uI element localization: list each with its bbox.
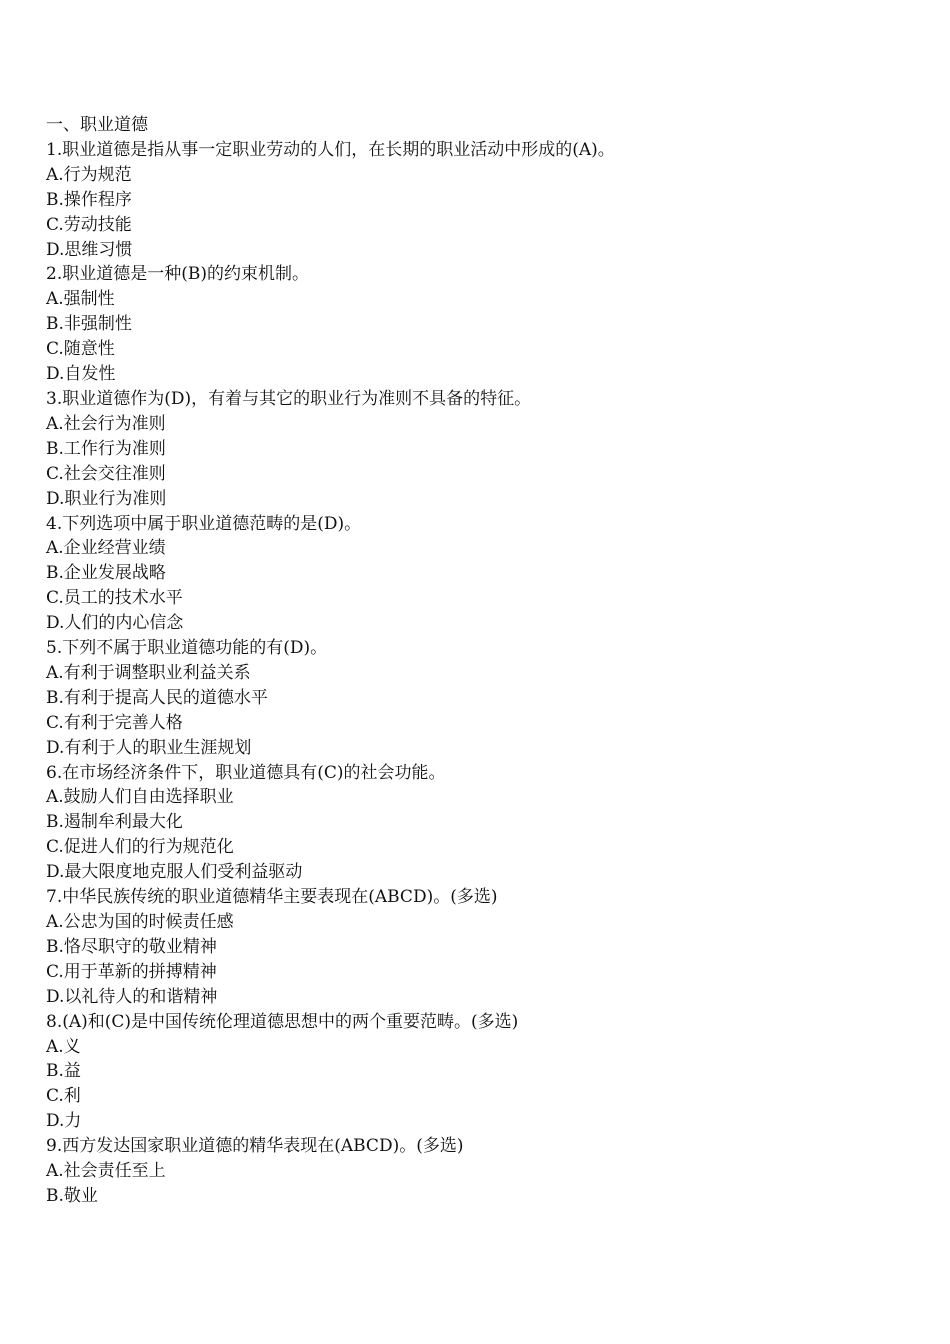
option-d: D.自发性	[46, 364, 116, 385]
question-stem: 7.中华民族传统的职业道德精华主要表现在(ABCD)。(多选)	[46, 887, 498, 908]
question-7	[46, 885, 906, 1010]
option-c: C.员工的技术水平	[46, 588, 183, 609]
question-stem: 6.在市场经济条件下，职业道德具有(C)的社会功能。	[46, 762, 446, 783]
question-6	[46, 761, 906, 886]
option-c: C.利	[46, 1086, 81, 1107]
option-a: A.企业经营业绩	[46, 538, 166, 559]
question-5	[46, 636, 906, 761]
question-9	[46, 1134, 906, 1209]
option-d: D.思维习惯	[46, 239, 133, 260]
option-b: B.企业发展战略	[46, 563, 166, 584]
question-3	[46, 387, 906, 512]
question-4	[46, 512, 906, 637]
option-a: A.社会责任至上	[46, 1161, 166, 1182]
option-b: B.敬业	[46, 1185, 98, 1206]
option-c: C.用于革新的拼搏精神	[46, 961, 217, 982]
option-a: A.行为规范	[46, 164, 132, 185]
option-a: A.义	[46, 1036, 81, 1057]
question-1	[46, 138, 906, 263]
option-d: D.最大限度地克服人们受利益驱动	[46, 862, 303, 883]
question-stem: 5.下列不属于职业道德功能的有(D)。	[46, 638, 328, 659]
question-stem: 9.西方发达国家职业道德的精华表现在(ABCD)。(多选)	[46, 1136, 464, 1157]
option-a: A.社会行为准则	[46, 413, 166, 434]
option-a: A.有利于调整职业利益关系	[46, 662, 251, 683]
question-stem: 2.职业道德是一种(B)的约束机制。	[46, 264, 309, 285]
option-b: B.非强制性	[46, 314, 132, 335]
option-b: B.有利于提高人民的道德水平	[46, 687, 268, 708]
option-c: C.有利于完善人格	[46, 712, 183, 733]
option-d: D.以礼待人的和谐精神	[46, 986, 218, 1007]
option-d: D.有利于人的职业生涯规划	[46, 737, 252, 758]
option-d: D.人们的内心信念	[46, 613, 184, 634]
question-stem: 3.职业道德作为(D)，有着与其它的职业行为准则不具备的特征。	[46, 388, 532, 409]
option-a: A.鼓励人们自由选择职业	[46, 787, 234, 808]
option-d: D.力	[46, 1111, 82, 1132]
question-stem: 8.(A)和(C)是中国传统伦理道德思想中的两个重要范畴。(多选)	[46, 1011, 519, 1032]
question-8	[46, 1010, 906, 1135]
option-b: B.益	[46, 1061, 81, 1082]
option-c: C.促进人们的行为规范化	[46, 837, 234, 858]
option-b: B.工作行为准则	[46, 438, 166, 459]
section-title: 一、职业道德	[46, 115, 148, 135]
question-stem: 1.职业道德是指从事一定职业劳动的人们，在长期的职业活动中形成的(A)。	[46, 139, 615, 160]
document-page	[46, 113, 906, 1209]
question-stem: 4.下列选项中属于职业道德范畴的是(D)。	[46, 513, 362, 534]
option-a: A.公忠为国的时候责任感	[46, 912, 234, 932]
question-2	[46, 262, 906, 387]
option-c: C.社会交往准则	[46, 463, 166, 484]
option-c: C.劳动技能	[46, 214, 132, 235]
option-b: B.恪尽职守的敬业精神	[46, 936, 217, 957]
option-a: A.强制性	[46, 289, 115, 310]
option-b: B.操作程序	[46, 189, 132, 210]
option-c: C.随意性	[46, 339, 115, 360]
option-b: B.遏制牟利最大化	[46, 812, 183, 833]
option-d: D.职业行为准则	[46, 488, 167, 509]
